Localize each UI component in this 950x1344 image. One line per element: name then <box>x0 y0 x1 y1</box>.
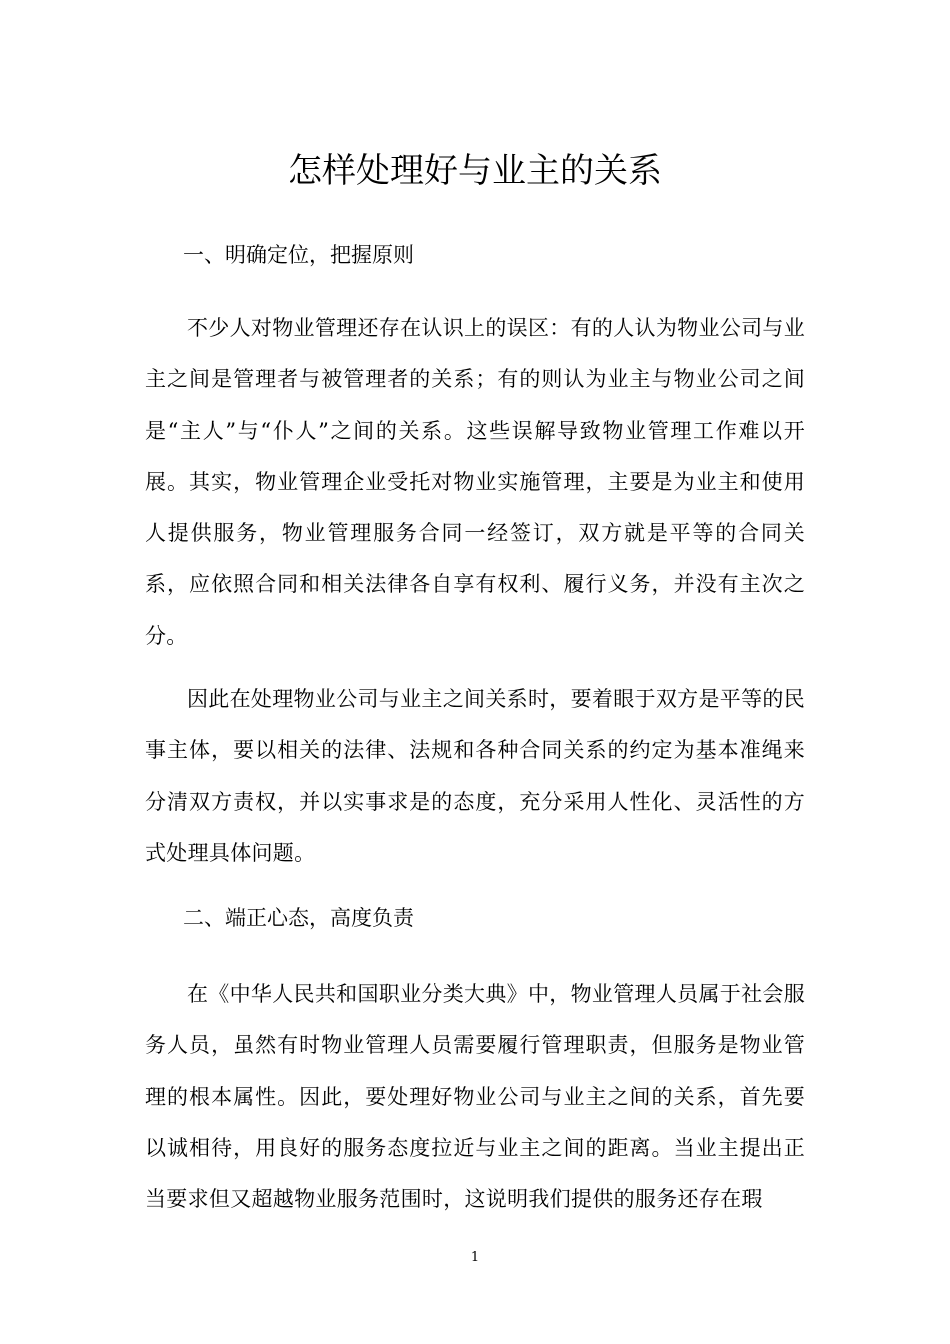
document-title: 怎样处理好与业主的关系 <box>288 151 662 191</box>
page-number: 1 <box>470 1250 480 1265</box>
paragraph-3: 在《中华人民共和国职业分类大典》中，物业管理人员属于社会服务人员，虽然有时物业管理人员需要履行管理职责，但服务是物业管理的根本属性。因此，要处理好物业公司与业主之间的关系，首先要以诚相待，用良好的服务态度拉近与业主之间的距离。当业主提出正当要求但又超越物业服务范围时，这说明我们提供的服务还存在瑕 <box>145 982 805 1212</box>
paragraph-2: 因此在处理物业公司与业主之间关系时，要着眼于双方是平等的民事主体，要以相关的法律、法规和各种合同关系的约定为基本准绳来分清双方责权，并以实事求是的态度，充分采用人性化、灵活性的方式处理具体问题。 <box>145 687 805 865</box>
section-heading-1: 一、明确定位，把握原则 <box>183 243 414 267</box>
paragraph-1: 不少人对物业管理还存在认识上的误区：有的人认为物业公司与业主之间是管理者与被管理者的关系；有的则认为业主与物业公司之间是“主人”与“仆人”之间的关系。这些误解导致物业管理工作难以开展。其实，物业管理企业受托对物业实施管理，主要是为业主和使用人提供服务，物业管理服务合同一经签订，双方就是平等的合同关系，应依照合同和相关法律各自享有权利、履行义务，并没有主次之分。 <box>145 316 805 648</box>
section-heading-2: 二、端正心态，高度负责 <box>183 906 414 930</box>
